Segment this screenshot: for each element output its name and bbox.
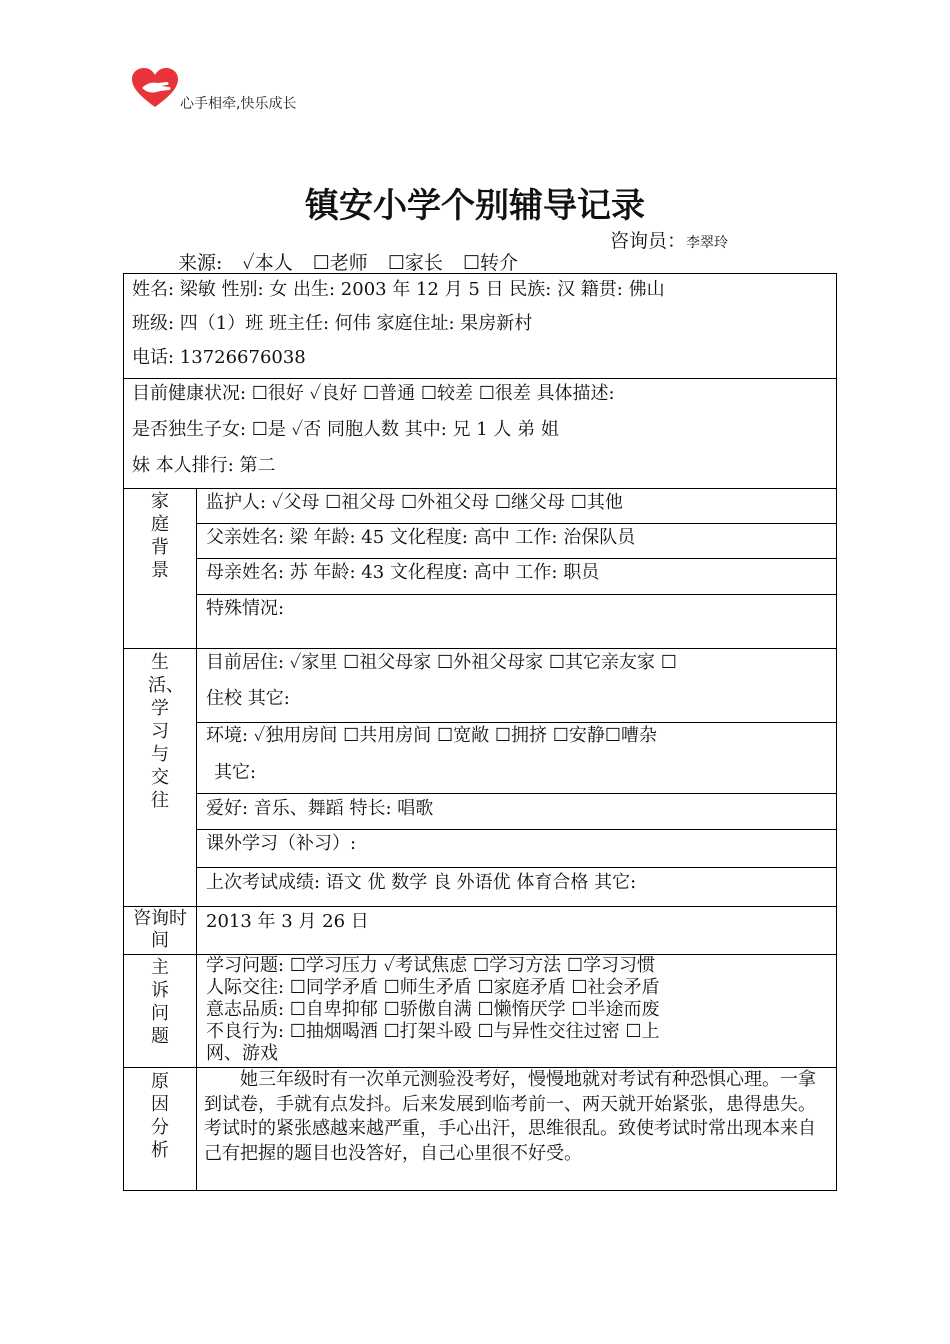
complaint-study: 学习问题: ☐学习压力 ✓考试焦虑 ☐学习方法 ☐学习习惯 <box>206 955 655 976</box>
residence-line2: 住校 其它: <box>206 688 290 709</box>
row-divider <box>196 722 836 723</box>
page-title: 镇安小学个别辅导记录 <box>305 186 645 226</box>
analysis-label: 原因分析 <box>151 1071 169 1161</box>
basic-info-line2: 班级: 四（1）班 班主任: 何伟 家庭住址: 果房新村 <box>132 313 533 334</box>
source-row <box>178 248 532 275</box>
source-option-teacher[interactable]: ☐老师 <box>312 252 368 274</box>
source-option-parent[interactable]: ☐家长 <box>387 252 443 274</box>
phone-number: 电话: 13726676038 <box>132 347 306 368</box>
special-situation: 特殊情况: <box>206 598 285 619</box>
row-divider <box>196 594 836 595</box>
row-divider <box>196 523 836 524</box>
only-child-line2: 妹 本人排行: 第二 <box>132 455 276 476</box>
basic-info-line1: 姓名: 梁敏 性别: 女 出生: 2003 年 12 月 5 日 民族: 汉 籍贯: 佛山 <box>132 279 665 300</box>
environment-line1: 环境: ✓独用房间 ☐共用房间 ☐宽敞 ☐拥挤 ☐安静☐嘈杂 <box>206 725 657 746</box>
heart-hand-logo-icon <box>130 66 180 110</box>
consult-date: 2013 年 3 月 26 日 <box>206 911 369 932</box>
source-option-self[interactable]: ✓本人 <box>242 252 293 274</box>
hobby-row: 爱好: 音乐、舞蹈 特长: 唱歌 <box>206 798 434 819</box>
record-table <box>123 273 837 1191</box>
source-option-referral[interactable]: ☐转介 <box>462 252 518 274</box>
row-divider <box>124 648 836 649</box>
slogan: 心手相牵,快乐成长 <box>180 96 297 112</box>
row-divider <box>196 867 836 868</box>
complaint-social: 人际交往: ☐同学矛盾 ☐师生矛盾 ☐家庭矛盾 ☐社会矛盾 <box>206 977 660 998</box>
counselor-label: 咨询员： <box>610 230 687 252</box>
life-study-label: 生活、学习与交往 <box>148 652 184 811</box>
residence-line1: 目前居住: ✓家里 ☐祖父母家 ☐外祖父母家 ☐其它亲友家 ☐ <box>206 652 677 673</box>
family-background-label: 家庭背景 <box>151 491 169 581</box>
mother-row: 母亲姓名: 苏 年龄: 43 文化程度: 高中 工作: 职员 <box>206 562 600 583</box>
row-divider <box>196 829 836 830</box>
health-status: 目前健康状况: ☐很好 ✓良好 ☐普通 ☐较差 ☐很差 具体描述: <box>132 383 615 404</box>
counselor <box>610 226 728 253</box>
counselor-name: 李翠玲 <box>686 235 729 251</box>
row-divider <box>124 488 836 489</box>
row-divider <box>196 793 836 794</box>
complaint-will: 意志品质: ☐自卑抑郁 ☐骄傲自满 ☐懒惰厌学 ☐半途而废 <box>206 999 660 1020</box>
father-row: 父亲姓名: 梁 年龄: 45 文化程度: 高中 工作: 治保队员 <box>206 527 636 548</box>
environment-line2: 其它: <box>214 762 257 783</box>
only-child-line1: 是否独生子女: ☐是 ✓否 同胞人数 其中: 兄 1 人 弟 姐 <box>132 419 559 440</box>
guardian-row: 监护人: ✓父母 ☐祖父母 ☐外祖父母 ☐继父母 ☐其他 <box>206 492 623 513</box>
column-divider <box>196 488 197 1191</box>
analysis-text: 她三年级时有一次单元测验没考好，慢慢地就对考试有种恐惧心理。一拿到试卷，手就有点发抖。后来发展到临考前一、两天就开始紧张，患得患失。考试时的紧张感越来越严重，手心出汗，思维很乱。致使考试时常出现本来自己有把握的题目也没答好，自己心里很不好受。 <box>204 1069 816 1164</box>
row-divider <box>196 558 836 559</box>
source-label: 来源: <box>178 252 223 274</box>
exam-result-row: 上次考试成绩: 语文 优 数学 良 外语优 体育合格 其它: <box>206 872 637 893</box>
complaint-behavior: 不良行为: ☐抽烟喝酒 ☐打架斗殴 ☐与异性交往过密 ☐上 <box>206 1021 660 1042</box>
consult-time-label: 咨询时间 <box>133 908 187 951</box>
row-divider <box>124 378 836 379</box>
extra-study-row: 课外学习（补习）: <box>206 833 357 854</box>
complaint-label: 主诉问题 <box>151 957 169 1047</box>
complaint-behavior-cont: 网、游戏 <box>206 1043 278 1064</box>
row-divider <box>124 906 836 907</box>
